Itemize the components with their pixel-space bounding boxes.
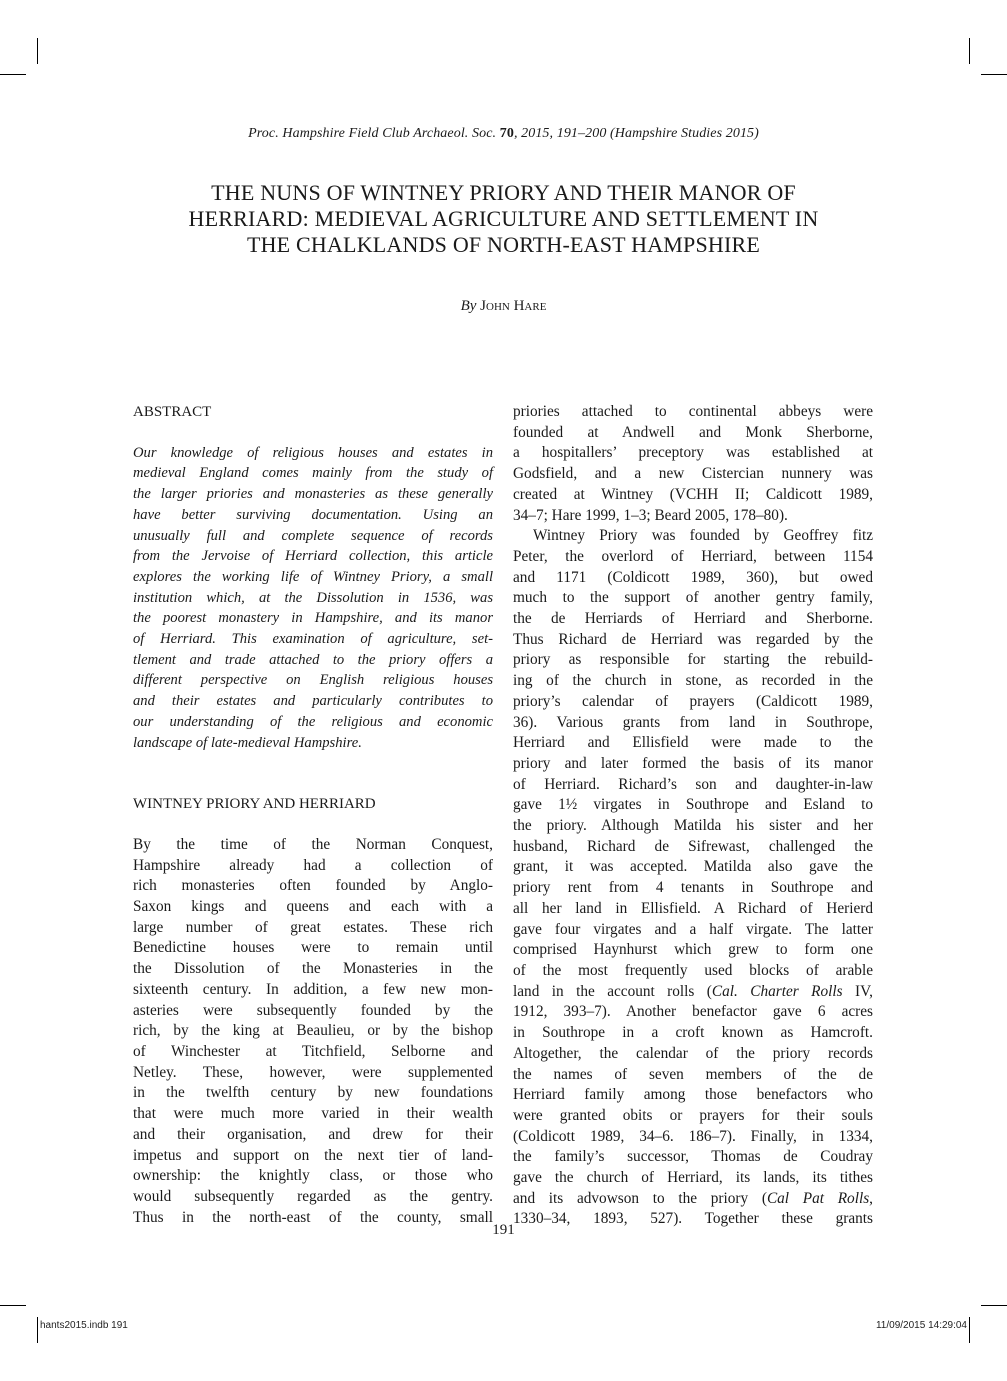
text-line: all her land in Ellisfield. A Richard of Herierd bbox=[513, 899, 873, 917]
section-heading: WINTNEY PRIORY AND HERRIARD bbox=[133, 796, 376, 813]
text-line: landscape of late-medieval Hampshire. bbox=[133, 734, 362, 751]
text-line: Godsfield, and a new Cistercian nunnery was bbox=[513, 465, 873, 483]
text-line: the names of seven members of the de bbox=[513, 1065, 873, 1083]
text-line: impetus and support on the next tier of land- bbox=[133, 1146, 493, 1164]
text-line: the family’s successor, Thomas de Coudray bbox=[513, 1148, 873, 1166]
crop-mark bbox=[37, 38, 38, 64]
text-line: of the most frequently used blocks of arable bbox=[513, 961, 873, 979]
text-line: the larger priories and monasteries as these generally bbox=[133, 486, 493, 503]
text-line: that were much more varied in their wealth bbox=[133, 1105, 493, 1123]
crop-mark bbox=[969, 38, 970, 64]
page-number: 191 bbox=[492, 1222, 515, 1238]
text-line: priory and later formed the basis of its manor bbox=[513, 754, 873, 772]
text-line: 1912, 393–7). Another benefactor gave 6 acres bbox=[513, 1003, 873, 1021]
text-line: from the Jervoise of Herriard collection, this article bbox=[133, 548, 493, 565]
article-title bbox=[110, 180, 897, 258]
text-line: have better surviving documentation. Using an bbox=[133, 506, 493, 523]
text-line: of Herriard. This examination of agriculture, set- bbox=[133, 631, 493, 648]
text-line: Peter, the overlord of Herriard, between 1154 bbox=[513, 547, 873, 565]
text-line: (Coldicott 1989, 34–6. 186–7). Finally, in 1334, bbox=[513, 1127, 873, 1145]
text-line: a hospitallers’ preceptory was established at bbox=[513, 444, 873, 462]
text-line: rich monasteries often founded by Anglo- bbox=[133, 877, 493, 895]
text-line: gave the church of Herriard, its lands, its tithes bbox=[513, 1169, 873, 1187]
right-column bbox=[513, 402, 873, 1230]
text-line: husband, Richard de Sifrewast, challenged the bbox=[513, 837, 873, 855]
text-line: in Southrope in a croft known as Hamcroft. bbox=[513, 1024, 873, 1042]
text-line: land in the account rolls (Cal. Charter Rolls IV, bbox=[513, 982, 873, 1000]
crop-mark bbox=[37, 1317, 38, 1343]
text-line: rich, by the king at Beaulieu, or by the bishop bbox=[133, 1022, 493, 1040]
text-line: our understanding of the religious and economic bbox=[133, 713, 493, 730]
title-line: THE CHALKLANDS OF NORTH-EAST HAMPSHIRE bbox=[246, 232, 761, 257]
text-line: and 1171 (Coldicott 1989, 360), but owed bbox=[513, 568, 873, 586]
abstract-text bbox=[133, 443, 493, 754]
citation-title: Cal. Charter Rolls bbox=[711, 982, 843, 1000]
text-line: 1330–34, 1893, 527). Together these grants bbox=[513, 1210, 873, 1228]
text-line: large number of great estates. These rich bbox=[133, 918, 493, 936]
left-column bbox=[133, 402, 493, 1228]
text-line: the poorest monastery in Hampshire, and its manor bbox=[133, 610, 493, 627]
text-line: asteries were subsequently founded by the bbox=[133, 1001, 493, 1019]
text-line: the de Herriards of Herriard and Sherborne. bbox=[513, 610, 873, 628]
text-line: priory’s calendar of prayers (Caldicott 1989, bbox=[513, 692, 873, 710]
text-line: Thus in the north-east of the county, small bbox=[133, 1208, 493, 1226]
text-line: gave four virgates and a half virgate. The latter bbox=[513, 920, 873, 938]
text-line: priory rent from 4 tenants in Southrope and bbox=[513, 879, 873, 897]
text-line: of Herriard. Richard’s son and daughter-in-law bbox=[513, 775, 873, 793]
text-line: the Dissolution of the Monasteries in the bbox=[133, 960, 493, 978]
text-line: comprised Haynhurst which grew to form one bbox=[513, 941, 873, 959]
journal-details: , 2015, 191–200 (Hampshire Studies 2015) bbox=[513, 126, 759, 141]
text-line: priory as responsible for starting the rebuild- bbox=[513, 651, 873, 669]
journal-name: Proc. Hampshire Field Club Archaeol. Soc. bbox=[248, 126, 497, 141]
text-line: were granted obits or prayers for their souls bbox=[513, 1106, 873, 1124]
text-line: Herriard family among those benefactors who bbox=[513, 1086, 873, 1104]
text-line: created at Wintney (VCHH II; Caldicott 1989, bbox=[513, 485, 873, 503]
text-line: and its advowson to the priory (Cal Pat Rolls, bbox=[513, 1189, 873, 1207]
text-line: Wintney Priory was founded by Geoffrey fitz bbox=[533, 527, 873, 545]
paragraph-continued bbox=[513, 402, 873, 526]
text-line: institution which, at the Dissolution in 1536, was bbox=[133, 589, 493, 606]
text-line: much to the support of another gentry family, bbox=[513, 589, 873, 607]
text-line: Herriard and Ellisfield were made to the bbox=[513, 734, 873, 752]
paragraph-founding bbox=[513, 526, 873, 1230]
text-line: founded at Andwell and Monk Sherborne, bbox=[513, 423, 873, 441]
text-line: ing of the church in stone, as recorded in the bbox=[513, 672, 873, 690]
text-line: medieval England comes mainly from the study of bbox=[133, 465, 493, 482]
text-line: of Winchester at Titchfield, Selborne and bbox=[133, 1042, 493, 1060]
byline bbox=[0, 298, 1007, 315]
author-name: John Hare bbox=[480, 298, 547, 314]
text-line: Benedictine houses were to remain until bbox=[133, 939, 493, 957]
text-line: unusually full and complete sequence of records bbox=[133, 527, 493, 544]
text-line: ownership: the knightly class, or those who bbox=[133, 1167, 493, 1185]
text-line: By the time of the Norman Conquest, bbox=[133, 835, 493, 853]
journal-volume: 70 bbox=[499, 126, 514, 141]
crop-mark bbox=[969, 1317, 970, 1343]
byline-by: By bbox=[460, 298, 477, 314]
journal-citation bbox=[0, 126, 1007, 142]
text-line: 36). Various grants from land in Southrope, bbox=[513, 713, 873, 731]
text-line: in the twelfth century by new foundations bbox=[133, 1084, 493, 1102]
citation-title: Cal Pat Rolls bbox=[766, 1189, 870, 1207]
text-line: grant, it was accepted. Matilda also gave the bbox=[513, 858, 873, 876]
text-line: would subsequently regarded as the gentry. bbox=[133, 1187, 493, 1205]
text-line: Thus Richard de Herriard was regarded by the bbox=[513, 630, 873, 648]
text-line: Our knowledge of religious houses and estates in bbox=[133, 444, 493, 461]
crop-mark bbox=[981, 74, 1007, 75]
text-line: the priory. Although Matilda his sister and her bbox=[513, 817, 873, 835]
text-line: and their estates and particularly contributes to bbox=[133, 693, 493, 710]
text-line: different perspective on English religious houses bbox=[133, 672, 493, 689]
section-body bbox=[133, 835, 493, 1228]
text-line: priories attached to continental abbeys were bbox=[513, 403, 873, 420]
slug-file: hants2015.indb 191 bbox=[40, 1320, 128, 1331]
abstract-heading: ABSTRACT bbox=[133, 404, 212, 420]
crop-mark bbox=[0, 1305, 26, 1306]
text-line: Netley. These, however, were supplemented bbox=[133, 1063, 493, 1081]
text-line: Hampshire already had a collection of bbox=[133, 856, 493, 874]
text-line: tlement and trade attached to the priory offers a bbox=[133, 651, 493, 668]
text-line: gave 1½ virgates in Southrope and Esland to bbox=[513, 796, 873, 814]
slug-timestamp: 11/09/2015 14:29:04 bbox=[875, 1320, 967, 1331]
text-line: Altogether, the calendar of the priory records bbox=[513, 1044, 873, 1062]
crop-mark bbox=[0, 74, 26, 75]
text-line: 34–7; Hare 1999, 1–3; Beard 2005, 178–80). bbox=[513, 506, 788, 524]
crop-mark bbox=[981, 1305, 1007, 1306]
title-line: THE NUNS OF WINTNEY PRIORY AND THEIR MANOR OF bbox=[211, 180, 796, 205]
text-line: Saxon kings and queens and each with a bbox=[133, 898, 493, 916]
text-line: and their organisation, and drew for their bbox=[133, 1125, 493, 1143]
text-line: explores the working life of Wintney Priory, a small bbox=[133, 568, 493, 585]
text-line: sixteenth century. In addition, a few new mon- bbox=[133, 980, 493, 998]
title-line: HERRIARD: MEDIEVAL AGRICULTURE AND SETTLEMENT IN bbox=[188, 206, 819, 231]
